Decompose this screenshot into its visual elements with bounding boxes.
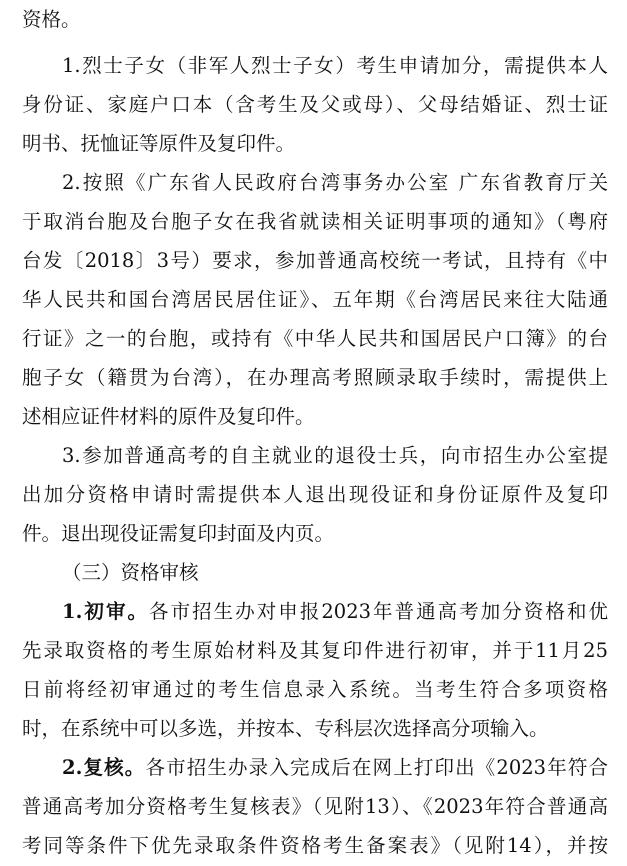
text-line: 先录取资格的考生原始材料及其复印件进行初审，并于11月25: [22, 639, 608, 662]
text-line: 华人民共和国台湾居民居住证》、五年期《台湾居民来往大陆通: [22, 288, 608, 311]
item-heading: 2.复核。: [62, 756, 146, 779]
text-line: 行证》之一的台胞，或持有《中华人民共和国居民户口簿》的台: [22, 327, 608, 350]
text-line: [62, 592, 608, 632]
text-line: 考同等条件下优先录取条件资格考生备案表》（见附14），并按: [22, 834, 608, 857]
text-fragment: 各市招生办录入完成后在网上打印出《2023年符合: [145, 756, 608, 779]
text-line: 日前将经初审通过的考生信息录入系统。当考生符合多项资格: [22, 678, 608, 701]
item-heading: 1.初审。: [62, 600, 150, 623]
text-line: 胞子女（籍贯为台湾），在办理高考照顾录取手续时，需提供上: [22, 366, 608, 389]
text-line: 2.按照《广东省人民政府台湾事务办公室 广东省教育厅关: [62, 171, 608, 194]
text-fragment: 各市招生办对申报2023年普通高考加分资格和优: [149, 600, 608, 623]
text-line: 普通高考加分资格考生复核表》（见附13）、《2023年符合普通高: [22, 795, 608, 818]
text-line: 身份证、家庭户口本（含考生及父或母）、父母结婚证、烈士证: [22, 93, 608, 116]
text-line: 3.参加普通高考的自主就业的退役士兵，向市招生办公室提: [62, 444, 608, 467]
text-line: [62, 748, 608, 788]
text-line: 件。退出现役证需复印封面及内页。: [22, 522, 335, 545]
text-line: 出加分资格申请时需提供本人退出现役证和身份证原件及复印: [22, 483, 608, 506]
text-line: 于取消台胞及台胞子女在我省就读相关证明事项的通知》（粤府: [22, 210, 608, 233]
text-line: 台发〔2018〕3号）要求，参加普通高校统一考试，且持有《中: [22, 249, 608, 272]
text-line: 述相应证件材料的原件及复印件。: [22, 405, 315, 428]
text-line: 明书、抚恤证等原件及复印件。: [22, 132, 296, 155]
text-line: 时，在系统中可以多选，并按本、专科层次选择高分项输入。: [22, 717, 549, 740]
text-line: 1.烈士子女（非军人烈士子女）考生申请加分，需提供本人: [62, 54, 608, 77]
text-line: 资格。: [22, 8, 81, 31]
section-heading: （三）资格审核: [62, 561, 199, 584]
